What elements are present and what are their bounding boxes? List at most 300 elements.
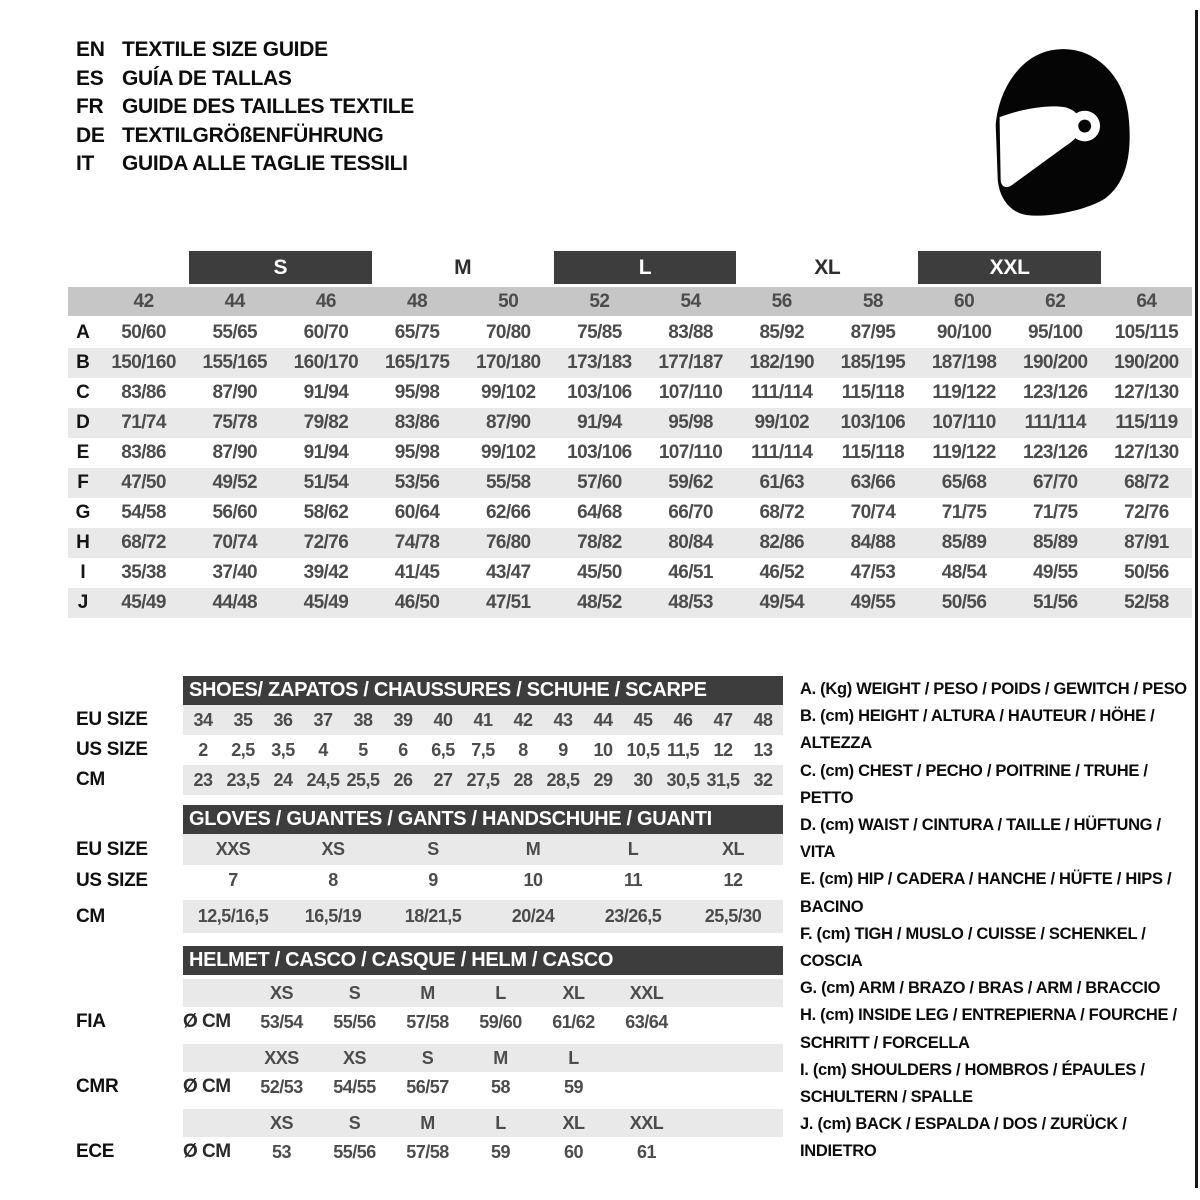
- measurement-row: [68, 468, 1192, 498]
- row-label-eu-size: EU SIZE: [76, 709, 148, 730]
- numeric-size: 54: [680, 290, 701, 312]
- helmet-size-label: XS: [342, 1047, 366, 1068]
- cmr-values-row: [76, 1072, 786, 1102]
- size-label-l: L: [554, 251, 736, 284]
- measurement-value: 47/50: [121, 472, 166, 493]
- shoe-size-value: 2: [198, 739, 208, 760]
- measurement-value: 50/60: [121, 322, 166, 343]
- measurement-value: 103/106: [567, 442, 632, 463]
- helmet-size-value: 53/54: [260, 1011, 303, 1032]
- measurement-value: 49/54: [759, 592, 805, 613]
- shoe-size-value: 3,5: [271, 739, 295, 760]
- shoe-size-value: 6,5: [431, 739, 455, 760]
- row-label-eu-size: EU SIZE: [76, 838, 148, 860]
- measurement-value: 107/110: [658, 382, 723, 403]
- measurement-row: [68, 408, 1192, 438]
- measurement-value: 123/126: [1023, 382, 1088, 403]
- helmet-size-label: XXS: [264, 1047, 299, 1068]
- shoes-cm-values: [183, 765, 783, 795]
- glove-size-value: 25,5/30: [704, 906, 762, 926]
- shoe-size-value: 13: [753, 739, 773, 760]
- measurement-value: 68/72: [1124, 472, 1169, 493]
- measurement-value: 83/88: [668, 322, 713, 343]
- language-code: FR: [76, 95, 104, 118]
- numeric-size: 64: [1136, 290, 1157, 312]
- measurement-value: 53/56: [394, 472, 440, 493]
- diameter-unit-label: Ø CM: [183, 1076, 231, 1097]
- diameter-unit-label: Ø CM: [183, 1011, 231, 1032]
- measurement-value: 87/95: [850, 322, 896, 343]
- glove-size-value: 9: [428, 870, 438, 890]
- measurement-value: 87/90: [212, 382, 258, 403]
- measurement-value: 43/47: [485, 562, 531, 583]
- measurement-value: 107/110: [658, 442, 723, 463]
- helmet-size-label: S: [348, 982, 361, 1003]
- shoe-size-value: 45: [633, 709, 653, 730]
- measurement-value: 46/50: [394, 592, 440, 613]
- measurement-value: 105/115: [1114, 322, 1179, 343]
- helmet-size-value: 56/57: [406, 1076, 449, 1097]
- helmet-size-label: L: [495, 982, 506, 1003]
- language-row: [76, 65, 414, 94]
- shoe-size-value: 30: [633, 769, 653, 790]
- measurement-value: 79/82: [303, 412, 349, 433]
- glove-size-value: 7: [228, 870, 238, 890]
- measurement-row: [68, 528, 1192, 558]
- shoe-size-value: 8: [518, 739, 528, 760]
- shoe-size-value: 32: [753, 769, 773, 790]
- shoes-section-title: SHOES/ ZAPATOS / CHAUSSURES / SCHUHE / SCARPE: [183, 676, 783, 705]
- legend-item: B. (cm) HEIGHT / ALTURA / HAUTEUR / HÖHE / ALTEZZA: [800, 707, 1155, 753]
- measurement-value: 39/42: [303, 562, 349, 583]
- helmet-size-value: 52/53: [260, 1076, 303, 1097]
- row-letter: C: [76, 382, 90, 403]
- helmet-size-value: 54/55: [333, 1076, 376, 1097]
- shoe-size-value: 37: [313, 709, 333, 730]
- numeric-size-header: [68, 287, 1192, 316]
- measurement-value: 83/86: [121, 442, 166, 463]
- legend-item: A. (Kg) WEIGHT / PESO / POIDS / GEWITCH / PESO: [800, 680, 1187, 698]
- helmet-size-label: XS: [269, 982, 293, 1003]
- standard-label-fia: FIA: [76, 1011, 106, 1032]
- legend-item: H. (cm) INSIDE LEG / ENTREPIERNA / FOURCHE / SCHRITT / FORCELLA: [800, 1006, 1177, 1052]
- measurement-value: 75/78: [212, 412, 258, 433]
- measurement-value: 91/94: [303, 442, 349, 463]
- measurement-value: 48/53: [668, 592, 713, 613]
- helmet-size-value: 55/56: [333, 1141, 376, 1162]
- gloves-us-row: [76, 865, 786, 896]
- fia-values-row: [76, 1007, 786, 1037]
- measurement-value: 103/106: [567, 382, 632, 403]
- language-code: ES: [76, 66, 104, 90]
- helmet-size-value: 61: [636, 1141, 657, 1162]
- helmet-section-title: HELMET / CASCO / CASQUE / HELM / CASCO: [183, 946, 783, 975]
- measurement-value: 71/75: [1032, 502, 1078, 523]
- glove-size-value: S: [427, 839, 439, 859]
- measurement-value: 59/62: [668, 472, 713, 493]
- shoe-size-value: 12: [713, 739, 733, 760]
- shoe-size-value: 2,5: [231, 739, 255, 760]
- shoe-size-value: 39: [393, 709, 413, 730]
- fia-size-header: [183, 979, 783, 1007]
- measurement-value: 72/76: [1124, 502, 1169, 523]
- shoe-size-value: 27,5: [466, 769, 500, 790]
- row-label-us-size: US SIZE: [76, 739, 148, 760]
- helmet-size-value: 60: [563, 1141, 584, 1162]
- legend-item: G. (cm) ARM / BRAZO / BRAS / ARM / BRACCIO: [800, 979, 1161, 998]
- gloves-cm-row: [76, 900, 786, 933]
- measurement-value: 46/52: [759, 562, 805, 583]
- measurement-value: 49/52: [212, 472, 258, 493]
- measurement-value: 95/98: [394, 382, 440, 403]
- measurement-value: 127/130: [1114, 382, 1179, 403]
- measurement-value: 46/51: [668, 562, 713, 583]
- measurement-value: 91/94: [303, 382, 349, 403]
- numeric-size: 56: [771, 290, 792, 312]
- glove-size-value: 18/21,5: [404, 906, 462, 926]
- helmet-size-label: XL: [562, 1112, 585, 1133]
- row-letter: F: [77, 472, 89, 493]
- measurement-value: 63/66: [850, 472, 896, 493]
- gloves-eu-row: [76, 834, 786, 865]
- helmet-size-value: 63/64: [625, 1011, 668, 1032]
- shoe-size-value: 7,5: [471, 739, 495, 760]
- row-letter: E: [76, 442, 90, 463]
- language-code: IT: [76, 152, 95, 175]
- measurement-value: 85/92: [759, 322, 805, 343]
- measurement-value: 45/49: [121, 592, 166, 613]
- measurement-value: 190/200: [1023, 352, 1088, 373]
- measurement-value: 95/98: [668, 412, 713, 433]
- size-label-xxl: XXL: [918, 251, 1100, 284]
- measurement-value: 82/86: [759, 532, 805, 553]
- measurement-value: 83/86: [121, 382, 166, 403]
- measurement-value: 48/52: [577, 592, 622, 613]
- helmet-size-value: 57/58: [406, 1141, 449, 1162]
- shoe-size-value: 23: [193, 769, 213, 790]
- measurement-value: 99/102: [480, 382, 536, 403]
- cmr-size-header: [183, 1044, 783, 1072]
- shoe-size-value: 28: [513, 769, 533, 790]
- measurement-value: 115/118: [841, 442, 905, 463]
- gloves-size-table: [76, 805, 786, 933]
- measurement-value: 70/74: [850, 502, 896, 523]
- glove-size-value: 20/24: [511, 906, 555, 926]
- shoes-us-row: [76, 735, 786, 765]
- measurement-value: 67/70: [1032, 472, 1078, 493]
- measurement-value: 76/80: [485, 532, 531, 553]
- row-letter: B: [76, 352, 90, 373]
- legend-item: J. (cm) BACK / ESPALDA / DOS / ZURÜCK / INDIETRO: [800, 1115, 1127, 1161]
- measurement-value: 119/122: [932, 442, 996, 463]
- shoe-size-value: 10,5: [626, 739, 660, 760]
- measurement-value: 87/90: [485, 412, 531, 433]
- measurement-row: [68, 318, 1192, 348]
- numeric-size: 60: [954, 290, 975, 312]
- measurement-value: 49/55: [850, 592, 896, 613]
- measurement-value: 119/122: [932, 382, 996, 403]
- row-letter: H: [76, 532, 90, 553]
- shoe-size-value: 28,5: [546, 769, 580, 790]
- measurement-row: [68, 588, 1192, 618]
- language-title: TEXTILE SIZE GUIDE: [122, 38, 328, 61]
- helmet-size-label: XXL: [629, 982, 664, 1003]
- numeric-size: 50: [498, 290, 519, 312]
- numeric-size: 46: [315, 290, 336, 312]
- language-title: TEXTILGRÖßENFÜHRUNG: [122, 123, 384, 147]
- helmet-size-value: 57/58: [406, 1011, 449, 1032]
- row-letter: J: [77, 592, 89, 613]
- row-label-us-size: US SIZE: [76, 869, 148, 891]
- measurement-value: 127/130: [1114, 442, 1179, 463]
- measurement-value: 60/70: [303, 322, 349, 343]
- measurement-value: 47/51: [485, 592, 531, 613]
- shoe-size-value: 5: [358, 739, 368, 760]
- glove-size-value: 10: [523, 870, 543, 890]
- shoe-size-value: 9: [558, 739, 568, 760]
- numeric-size: 52: [589, 290, 610, 312]
- helmet-size-label: L: [568, 1047, 579, 1068]
- cmr-values: [183, 1072, 783, 1102]
- helmet-group-cmr: [76, 1044, 786, 1102]
- measurement-value: 95/100: [1027, 322, 1083, 343]
- measurement-value: 56/60: [212, 502, 258, 523]
- measurement-value: 65/68: [941, 472, 987, 493]
- measurement-value: 66/70: [668, 502, 713, 523]
- language-title: GUIDA ALLE TAGLIE TESSILI: [122, 152, 408, 175]
- gloves-eu-values: [183, 834, 783, 865]
- measurement-value: 70/74: [212, 532, 258, 553]
- fia-values: [183, 1007, 783, 1037]
- measurement-row: [68, 378, 1192, 408]
- shoe-size-value: 24: [273, 769, 293, 790]
- measurement-value: 58/62: [303, 502, 349, 523]
- shoe-size-value: 4: [318, 739, 328, 760]
- measurement-value: 51/54: [303, 472, 349, 493]
- language-title: GUIDE DES TAILLES TEXTILE: [122, 95, 414, 118]
- language-row: [76, 93, 414, 122]
- numeric-size: 42: [133, 290, 154, 312]
- measurement-value: 35/38: [121, 562, 166, 583]
- shoe-size-value: 40: [433, 709, 453, 730]
- legend-item: E. (cm) HIP / CADERA / HANCHE / HÜFTE / HIPS / BACINO: [800, 870, 1172, 916]
- shoe-size-value: 23,5: [226, 769, 260, 790]
- measurement-value: 99/102: [480, 442, 536, 463]
- racing-helmet-icon: [976, 40, 1140, 216]
- shoes-cm-row: [76, 765, 786, 795]
- row-letter: D: [76, 412, 90, 433]
- shoe-size-value: 44: [593, 709, 613, 730]
- measurement-value: 87/90: [212, 442, 258, 463]
- measurement-value: 190/200: [1114, 352, 1179, 373]
- measurement-value: 54/58: [121, 502, 166, 523]
- measurement-value: 85/89: [1032, 532, 1078, 553]
- measurement-value: 123/126: [1023, 442, 1088, 463]
- helmet-size-label: M: [420, 1112, 435, 1133]
- measurement-value: 115/119: [1115, 412, 1178, 433]
- standard-label-cmr: CMR: [76, 1076, 119, 1097]
- helmet-size-label: XS: [269, 1112, 293, 1133]
- helmet-size-label: M: [493, 1047, 508, 1068]
- helmet-group-ece: [76, 1109, 786, 1167]
- measurement-value: 68/72: [759, 502, 805, 523]
- glove-size-value: L: [627, 839, 639, 859]
- size-label-s: S: [189, 251, 371, 284]
- shoe-size-value: 36: [273, 709, 293, 730]
- gloves-section-title: GLOVES / GUANTES / GANTS / HANDSCHUHE / GUANTI: [183, 805, 783, 834]
- helmet-size-table: [76, 946, 786, 1174]
- shoe-size-value: 11,5: [666, 739, 700, 760]
- measurement-value: 78/82: [577, 532, 622, 553]
- measurement-value: 61/63: [759, 472, 805, 493]
- numeric-size: 44: [224, 290, 245, 312]
- size-label-m: M: [454, 256, 472, 279]
- glove-size-value: 11: [623, 870, 643, 890]
- shoe-size-value: 34: [193, 709, 213, 730]
- numeric-size: 62: [1045, 290, 1066, 312]
- measurement-value: 64/68: [577, 502, 622, 523]
- language-title-list: [76, 36, 414, 179]
- helmet-size-value: 55/56: [333, 1011, 376, 1032]
- measurement-value: 75/85: [577, 322, 622, 343]
- glove-size-value: 12,5/16,5: [197, 906, 269, 926]
- helmet-size-label: S: [348, 1112, 361, 1133]
- measurement-value: 57/60: [577, 472, 622, 493]
- shoe-size-value: 30,5: [666, 769, 700, 790]
- measurement-value: 83/86: [394, 412, 440, 433]
- language-title: GUÍA DE TALLAS: [122, 66, 292, 90]
- shoe-size-value: 6: [398, 739, 408, 760]
- measurement-value: 87/91: [1124, 532, 1169, 553]
- measurement-value: 80/84: [668, 532, 713, 553]
- language-row: [76, 36, 414, 65]
- measurement-value: 55/58: [485, 472, 531, 493]
- helmet-size-label: M: [420, 982, 435, 1003]
- shoe-size-value: 25,5: [346, 769, 380, 790]
- helmet-size-value: 58: [490, 1076, 511, 1097]
- legend-item: F. (cm) TIGH / MUSLO / CUISSE / SCHENKEL / COSCIA: [800, 924, 1146, 971]
- measurement-legend: [800, 676, 1198, 1166]
- measurement-row: [68, 438, 1192, 468]
- shoe-size-value: 47: [713, 709, 733, 730]
- measurement-value: 170/180: [476, 352, 541, 373]
- language-row: [76, 150, 414, 179]
- measurement-value: 71/74: [121, 412, 166, 433]
- helmet-group-fia: [76, 979, 786, 1037]
- measurement-value: 45/50: [577, 562, 622, 583]
- measurement-value: 47/53: [850, 562, 896, 583]
- shoe-size-value: 27: [433, 769, 453, 790]
- measurement-value: 51/56: [1032, 592, 1078, 613]
- language-code: DE: [76, 123, 105, 147]
- measurement-value: 68/72: [121, 532, 166, 553]
- legend-item: D. (cm) WAIST / CINTURA / TAILLE / HÜFTUNG / VITA: [800, 816, 1161, 862]
- helmet-size-value: 61/62: [552, 1011, 595, 1032]
- row-letter: A: [76, 322, 90, 343]
- measurement-value: 182/190: [749, 352, 814, 373]
- measurement-value: 48/54: [941, 562, 987, 583]
- measurement-value: 111/114: [1024, 412, 1086, 433]
- size-group-header: [68, 251, 1192, 284]
- glove-size-value: XS: [321, 839, 345, 859]
- ece-values: [183, 1137, 783, 1167]
- measurement-value: 187/198: [931, 352, 997, 373]
- shoes-size-table: [76, 676, 786, 795]
- helmet-size-label: XXL: [629, 1112, 664, 1133]
- row-label-cm: CM: [76, 769, 105, 790]
- measurement-value: 37/40: [212, 562, 258, 583]
- helmet-size-value: 53: [271, 1141, 292, 1162]
- apparel-measurement-rows: [68, 318, 1192, 618]
- shoe-size-value: 41: [473, 709, 493, 730]
- ece-values-row: [76, 1137, 786, 1167]
- measurement-value: 165/175: [384, 352, 450, 373]
- measurement-value: 55/65: [212, 322, 258, 343]
- helmet-size-value: 59: [490, 1141, 511, 1162]
- shoe-size-value: 42: [513, 709, 533, 730]
- measurement-value: 62/66: [485, 502, 531, 523]
- shoe-size-value: 29: [593, 769, 613, 790]
- measurement-value: 107/110: [932, 412, 996, 433]
- measurement-value: 44/48: [212, 592, 258, 613]
- shoe-size-value: 46: [673, 709, 693, 730]
- measurement-value: 70/80: [485, 322, 531, 343]
- measurement-value: 173/183: [567, 352, 632, 373]
- measurement-value: 91/94: [577, 412, 622, 433]
- glove-size-value: 23/26,5: [604, 906, 662, 926]
- measurement-value: 103/106: [840, 412, 906, 433]
- legend-item: C. (cm) CHEST / PECHO / POITRINE / TRUHE / PETTO: [800, 761, 1148, 807]
- shoes-eu-values: [183, 705, 783, 735]
- row-letter: I: [80, 562, 86, 583]
- diameter-unit-label: Ø CM: [183, 1141, 231, 1162]
- measurement-row: [68, 348, 1192, 378]
- glove-size-value: XL: [721, 839, 744, 859]
- measurement-value: 177/187: [658, 352, 723, 373]
- helmet-size-label: L: [495, 1112, 506, 1133]
- shoes-us-values: [183, 735, 783, 765]
- measurement-value: 90/100: [936, 322, 992, 343]
- shoe-size-value: 26: [393, 769, 413, 790]
- glove-size-value: 12: [723, 870, 743, 890]
- helmet-size-value: 59: [563, 1076, 584, 1097]
- measurement-row: [68, 498, 1192, 528]
- language-code: EN: [76, 38, 105, 61]
- measurement-value: 72/76: [303, 532, 349, 553]
- measurement-value: 150/160: [111, 352, 176, 373]
- helmet-size-label: XL: [562, 982, 585, 1003]
- helmet-size-value: 59/60: [479, 1011, 522, 1032]
- numeric-size: 58: [862, 290, 883, 312]
- measurement-value: 95/98: [394, 442, 440, 463]
- measurement-value: 52/58: [1124, 592, 1169, 613]
- glove-size-value: 8: [328, 870, 338, 890]
- measurement-value: 45/49: [303, 592, 349, 613]
- shoe-size-value: 24,5: [306, 769, 340, 790]
- measurement-value: 111/114: [751, 382, 813, 403]
- shoe-size-value: 48: [753, 709, 773, 730]
- standard-label-ece: ECE: [76, 1141, 115, 1162]
- measurement-value: 155/165: [202, 352, 267, 373]
- shoe-size-value: 31,5: [706, 769, 740, 790]
- gloves-us-values: [183, 865, 783, 896]
- shoe-size-value: 43: [553, 709, 573, 730]
- measurement-value: 71/75: [941, 502, 987, 523]
- measurement-value: 41/45: [394, 562, 440, 583]
- shoe-size-value: 35: [233, 709, 253, 730]
- glove-size-value: 16,5/19: [304, 906, 362, 926]
- glove-size-value: M: [525, 839, 541, 859]
